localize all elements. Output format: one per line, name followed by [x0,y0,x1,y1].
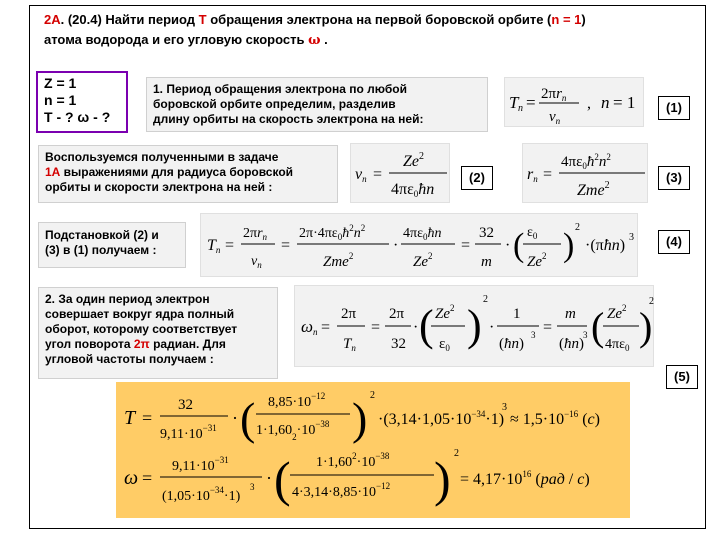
svg-text:4πε0: $4\pi\varepsilon_0$ [605,337,630,353]
svg-text:): ) [639,304,653,349]
svg-text:ωn: ωn [301,317,318,337]
svg-text:·: · [413,319,419,336]
numeric-results [116,382,630,518]
svg-text:1·1,602·10−38: $1\cdot 1,60_2\cdot 10^{-38}$ [256,419,330,442]
formula-2-velocity [350,143,450,203]
svg-text:rn: rn [527,166,538,184]
label-4: (4) [658,230,690,254]
svg-text:Ze2: Ze$^2$ [527,251,547,270]
svg-text:·(3,14·1,05·10−34·1): $\cdot(3,14\cdot 1,05\cdot 10^{-34}\cdot 1)$ [378,409,505,428]
svg-text:2π·4πε0ħ2n2: $2\pi\cdot 4\pi\varepsilon_0ħ^2n^2$ [299,223,366,242]
svg-text:): ) [563,227,575,264]
svg-text:·: · [266,468,272,488]
svg-text:=: = [373,166,383,183]
svg-text:): ) [434,451,451,507]
formula-4-period-expanded [200,213,638,277]
svg-text:vn: vn [355,166,367,184]
svg-text:(1,05·10−34·1): $(1,05\cdot 10^{-34}\cdot 1)$ [162,485,241,504]
svg-text:Ze2: Ze$^2$ [607,303,627,322]
svg-text:3: 3 [629,232,634,243]
svg-text:T: T [509,93,519,112]
svg-text:2: 2 [649,296,654,307]
svg-text:Ze2: Ze$^2$ [413,251,433,270]
svg-text:≈ 1,5·10−16 (c): ≈ $1,5\cdot 10^{-16}$ (c) [510,409,600,428]
svg-text:T: T [124,407,136,429]
svg-text:ε0: $\varepsilon_0$ [439,336,450,353]
svg-text:(: ( [274,451,291,507]
problem-statement: 2А. (20.4) Найти период T обращения электрона на первой боровской орбите (n = 1) атома водорода и его угловую скорость ω . [44,12,586,48]
svg-text:=: = [225,237,235,254]
step2-text: 2. За один период электрон совершает вокруг ядра полный оборот, которому соответствует угол поворота 2π радиан. Для угловой частоты получаем : [38,287,278,379]
svg-text:32: 32 [391,336,406,352]
svg-text:Tn: $T_n$ [343,336,356,353]
svg-text:4πε0ħn: $4\pi\varepsilon_0ħn$ [403,226,442,242]
svg-text:4·3,14·8,85·10−12: $4\cdot 3,14\cdot 8,85\cdot 10^{-12}$ [292,481,391,500]
svg-text:Zme2: Zme$^2$ [323,251,354,270]
svg-text:ω: ω [124,467,139,489]
svg-text:n: n [518,103,523,114]
label-1: (1) [658,96,690,120]
svg-text:(: ( [419,301,434,350]
substitution-text: Подстановкой (2) и (3) в (1) получаем : [38,222,186,268]
svg-text:2π: 2π [389,306,405,322]
svg-text:Zme2: Zme$^2$ [577,180,610,199]
svg-text:(ħn): (ħn) [499,336,524,352]
svg-text:·: · [393,237,399,254]
svg-text:=: = [461,237,471,254]
svg-text:1·1,602·10−38: $1\cdot 1,60^2\cdot 10^{-38}$ [316,451,390,470]
svg-text:9,11·10−31: $9,11\cdot 10^{-31}$ [172,455,229,474]
svg-text:vn: $v_n$ [251,254,262,270]
given-box: Z = 1 n = 1 T - ? ω - ? [36,71,128,133]
label-3: (3) [658,166,690,190]
svg-text:·: · [232,408,238,428]
svg-text:(: ( [591,304,605,349]
svg-text:=: = [142,468,153,488]
svg-text:2: 2 [370,390,375,401]
svg-text:2πrn: $2\pi r_n$ [243,226,268,242]
svg-text:·: · [505,237,511,254]
step1-text: 1. Период обращения электрона по любой боровской орбите определим, разделив длину орбиты на скорость электрона на ней: [146,77,488,132]
svg-text:3: 3 [583,330,588,340]
svg-text:= 1: = 1 [613,93,636,112]
formula-3-radius [522,143,648,203]
svg-text:ε0: $\varepsilon_0$ [527,225,538,241]
svg-text:Ze2: Ze$^2$ [435,303,455,322]
svg-text:=: = [281,237,291,254]
svg-text:m: m [565,306,576,322]
svg-text:(ħn): (ħn) [559,336,584,352]
svg-text:(: ( [513,227,525,264]
svg-text:2: 2 [454,448,459,459]
svg-text:2π: 2π [341,306,357,322]
svg-text:1: 1 [513,306,521,322]
svg-text:·(πħn): ·(πħn) [585,237,626,254]
label-5: (5) [666,365,698,389]
svg-text:= 4,17·1016 (рад / c): = $4,17\cdot 10^{16}$ (рад / c) [460,469,590,488]
svg-text:(: ( [240,393,256,444]
svg-text:vn: $v_n$ [549,109,561,126]
problem-code: 2А [44,12,61,27]
label-2: (2) [461,166,493,190]
svg-text:32: 32 [479,225,494,241]
svg-text:32: 32 [178,397,193,413]
svg-text:=: = [543,166,553,183]
svg-text:·: · [489,319,495,336]
formula-5-omega [294,285,654,367]
svg-text:3: 3 [502,402,507,413]
svg-text:2: 2 [575,222,580,233]
svg-text:=: = [526,93,536,112]
svg-text:=: = [371,319,381,336]
svg-text:=: = [142,408,153,428]
svg-text:8,85·10−12: $8,85\cdot 10^{-12}$ [268,391,326,410]
svg-text:2πrn: $2\pi r_n$ [541,86,567,103]
svg-text:4πε0ħn: 4πε0ħn [391,181,435,199]
use-results-text: Воспользуемся полученными в задаче 1А выражениями для радиуса боровской орбиты и скорости электрона на ней : [38,145,338,203]
svg-text:=: = [321,319,331,336]
svg-text:m: m [481,254,492,270]
svg-text:): ) [352,393,368,444]
svg-text:,: , [587,95,591,112]
svg-text:n: n [601,93,610,112]
svg-text:=: = [543,319,553,336]
svg-text:2: 2 [483,294,488,305]
svg-text:4πε0ħ2n2: $4\pi\varepsilon_0ħ^2n^2$ [561,152,611,171]
svg-text:Tn: Tn [207,237,221,255]
svg-text:9,11·10−31: $9,11\cdot 10^{-31}$ [160,423,217,442]
svg-text:): ) [467,301,482,350]
svg-text:3: 3 [250,482,255,492]
svg-text:Ze2: Ze$^2$ [403,151,424,170]
formula-1-period [504,77,644,127]
svg-text:3: 3 [531,330,536,340]
